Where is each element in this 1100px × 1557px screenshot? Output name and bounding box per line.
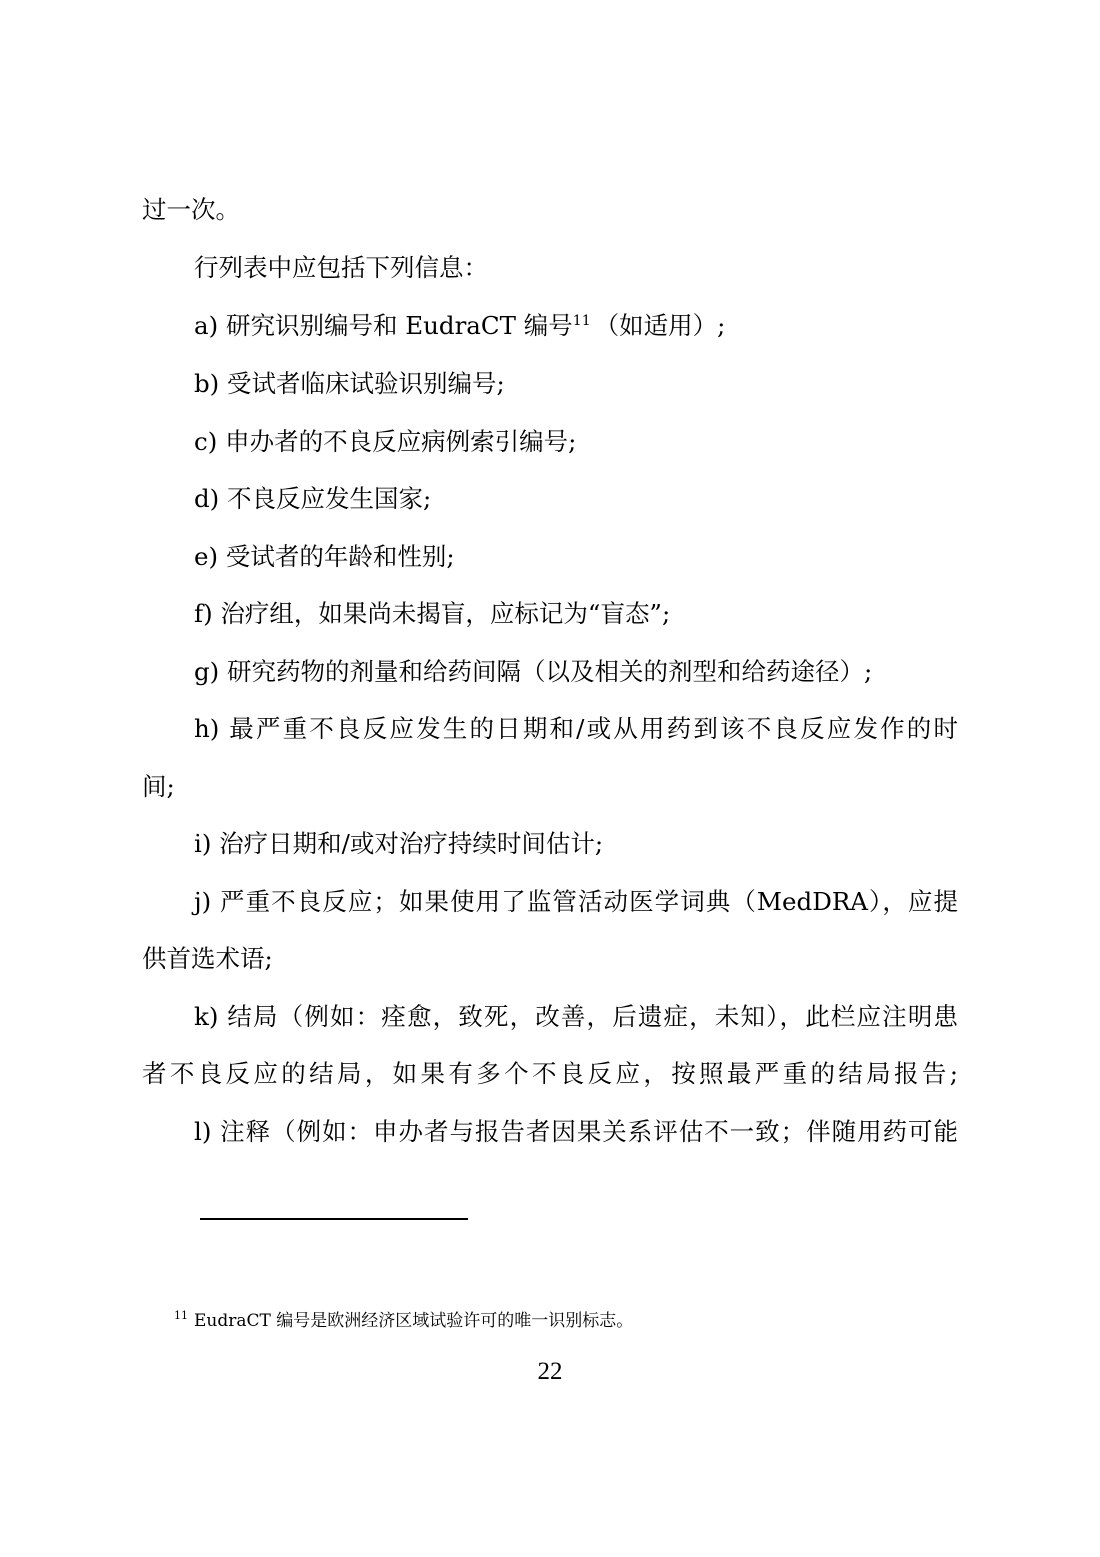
- list-item-k-line1: k) 结局（例如：痊愈，致死，改善，后遗症，未知），此栏应注明患: [194, 1002, 958, 1031]
- list-item-d: d) 不良反应发生国家;: [194, 484, 432, 513]
- list-item-h-line2: 间;: [142, 772, 175, 801]
- list-item-b: b) 受试者临床试验识别编号;: [194, 369, 505, 398]
- list-item-j-line1: j) 严重不良反应；如果使用了监管活动医学词典（MedDRA），应提: [194, 887, 958, 916]
- list-item-c: c) 申办者的不良反应病例索引编号;: [194, 427, 577, 456]
- footnote-separator: [200, 1218, 468, 1220]
- list-item-e: e) 受试者的年龄和性别;: [194, 542, 455, 571]
- page-number: 22: [537, 1358, 563, 1385]
- list-intro: 行列表中应包括下列信息：: [194, 253, 488, 282]
- list-item-i: i) 治疗日期和/或对治疗持续时间估计;: [194, 829, 604, 858]
- list-item-h-line1: h) 最严重不良反应发生的日期和/或从用药到该不良反应发作的时: [194, 714, 958, 743]
- list-item-g: g) 研究药物的剂量和给药间隔（以及相关的剂型和给药途径）;: [194, 657, 873, 686]
- list-item-a-text: a) 研究识别编号和 EudraCT 编号: [194, 311, 573, 340]
- list-item-a: [194, 306, 725, 346]
- list-item-f: f) 治疗组，如果尚未揭盲，应标记为“盲态”;: [194, 599, 671, 628]
- footnote: [174, 1308, 633, 1334]
- footnote-text: EudraCT 编号是欧洲经济区域试验许可的唯一识别标志。: [194, 1311, 634, 1331]
- list-item-l-line1: l) 注释（例如：申办者与报告者因果关系评估不一致；伴随用药可能: [194, 1117, 958, 1146]
- list-item-a-tail: （如适用）;: [594, 311, 726, 340]
- footnote-reference: 11: [572, 312, 591, 329]
- list-item-k-line2: 者不良反应的结局，如果有多个不良反应，按照最严重的结局报告;: [142, 1059, 958, 1088]
- paragraph-continuation: 过一次。: [142, 195, 240, 224]
- footnote-number: 11: [174, 1309, 188, 1323]
- list-item-j-line2: 供首选术语;: [142, 944, 273, 973]
